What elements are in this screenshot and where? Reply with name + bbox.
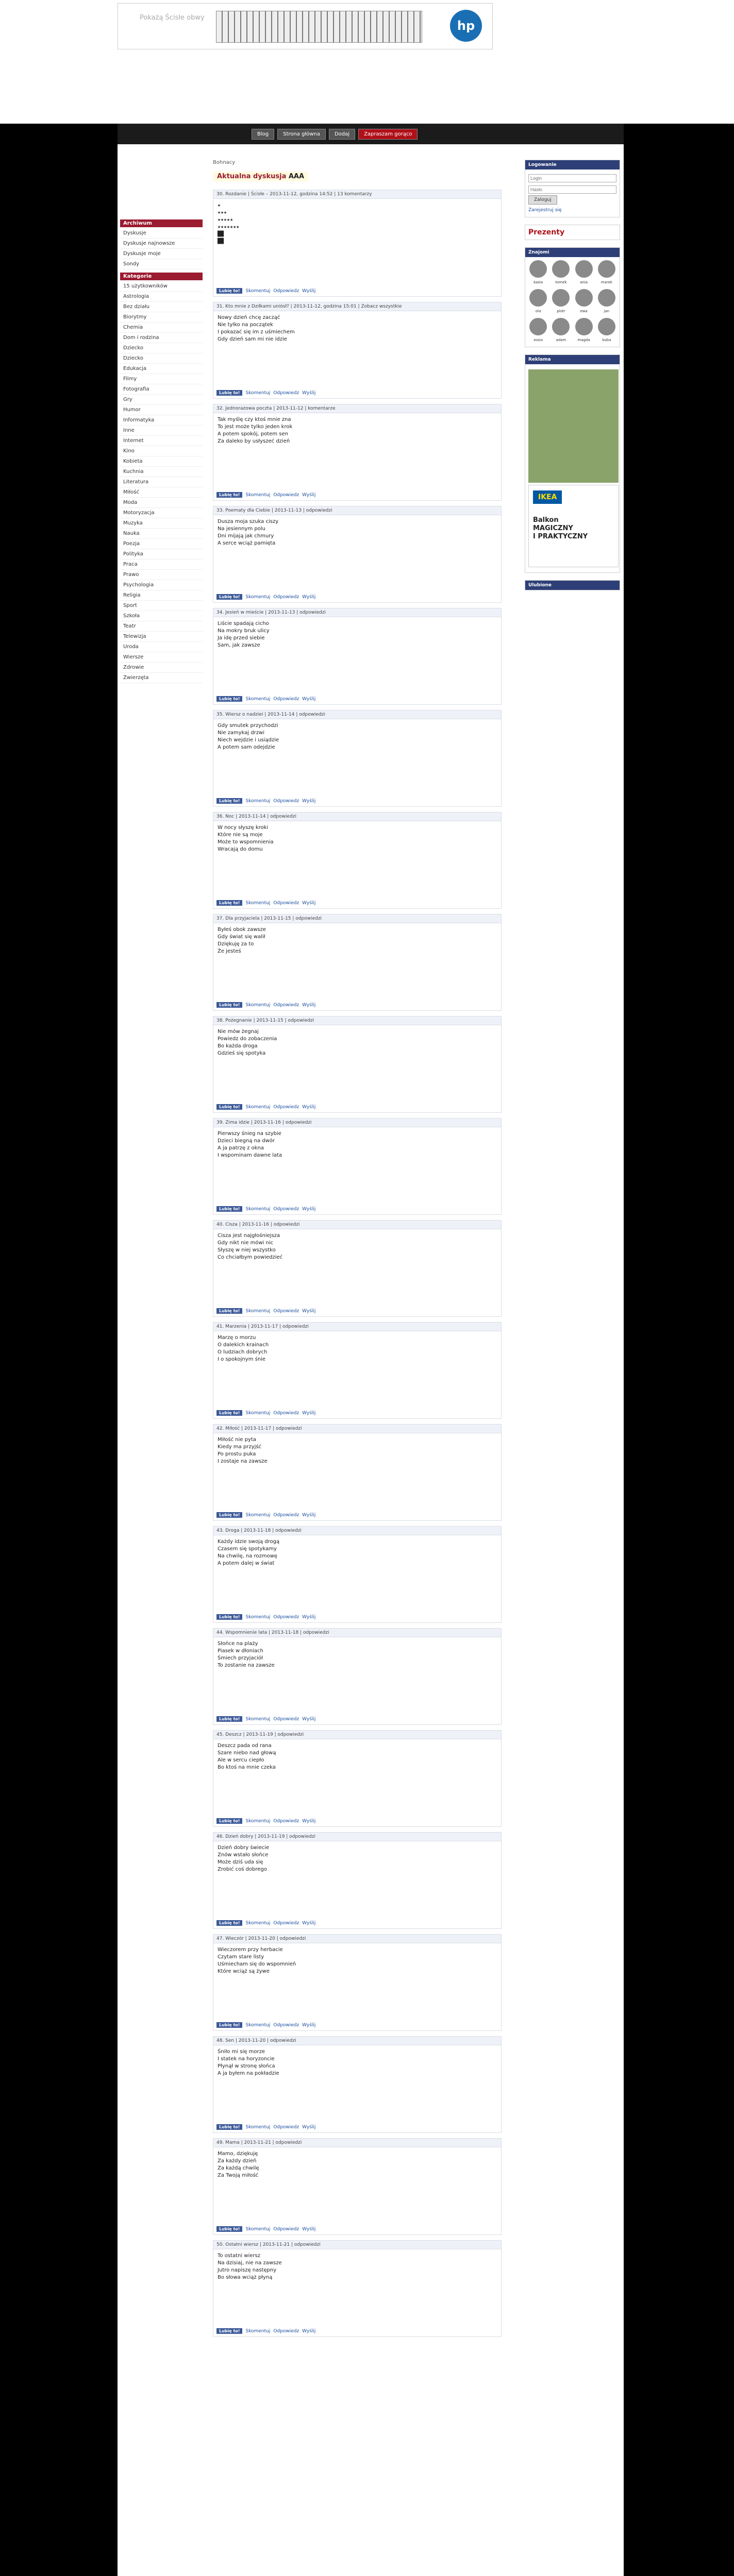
post-body: Każdy idzie swoją drogą Czasem się spotykamy Na chwilę, na rozmowę A potem dalej w świat — [218, 1539, 280, 1566]
post-meta: 41. Marzenia | 2013-11-17 | odpowiedzi — [213, 1323, 501, 1331]
avatar-image — [598, 289, 615, 307]
comment-link[interactable]: Skomentuj — [245, 798, 271, 804]
comment-link[interactable]: Skomentuj — [245, 1002, 271, 1008]
sidebar-section-title: Archiwum — [120, 219, 203, 227]
post-body: Liście spadają cicho Na mokry bruk ulicy Ja idę przed siebie Sam, jak zawsze — [218, 621, 270, 648]
friend-name: ewa — [580, 309, 588, 313]
avatar-image — [598, 318, 615, 335]
discussion-label: Aktualna dyskusja — [217, 173, 287, 180]
friend-avatar[interactable] — [551, 260, 571, 286]
comment-link[interactable]: Skomentuj — [245, 1104, 271, 1110]
page-body — [118, 144, 624, 2576]
page-header — [0, 0, 734, 124]
avatar-image — [552, 318, 570, 335]
reply-link[interactable]: Odpowiedz — [273, 2226, 299, 2232]
sidebar-item[interactable]: Telewizja — [120, 632, 203, 642]
like-button[interactable]: Lubię to! — [216, 594, 242, 600]
sidebar-item[interactable]: Praca — [120, 560, 203, 570]
sidebar-item[interactable]: Uroda — [120, 642, 203, 652]
sidebar-item[interactable]: Dziecko — [120, 343, 203, 353]
like-button[interactable]: Lubię to! — [216, 2124, 242, 2130]
gifts-link[interactable]: Prezenty — [528, 228, 565, 236]
sidebar-item[interactable]: Internet — [120, 436, 203, 446]
forum-post — [213, 1322, 502, 1419]
gifts-widget[interactable] — [525, 225, 620, 240]
post-meta: 33. Poematy dla Ciebie | 2013-11-13 | odpowiedzi — [213, 506, 501, 515]
like-button[interactable]: Lubię to! — [216, 1920, 242, 1926]
like-button[interactable]: Lubię to! — [216, 1410, 242, 1416]
post-meta: 37. Dla przyjaciela | 2013-11-15 | odpowiedzi — [213, 914, 501, 923]
post-actions — [213, 1715, 501, 1724]
avatar-image — [575, 318, 593, 335]
register-link[interactable]: Zarejestruj się — [528, 208, 562, 213]
favourites-widget — [525, 580, 620, 590]
post-meta: 39. Zima idzie | 2013-11-16 | odpowiedzi — [213, 1118, 501, 1127]
comment-link[interactable]: Skomentuj — [245, 1410, 271, 1416]
friends-widget — [525, 247, 620, 347]
share-link[interactable]: Wyślij — [302, 1614, 316, 1620]
post-meta: 31. Kto mnie z Dziłkami uniósł? | 2013-11-12, godzina 15:01 | Zobacz wszystkie — [213, 302, 501, 311]
friend-avatar[interactable] — [528, 318, 548, 344]
sidebar-item[interactable]: Miłość — [120, 487, 203, 498]
forum-post — [213, 404, 502, 501]
comment-link[interactable]: Skomentuj — [245, 2022, 271, 2028]
top-navigation — [118, 124, 624, 144]
post-body: Gdy smutek przychodzi Nie zamykaj drzwi Niech wejdzie i usiądzie A potem sam odejdzie — [218, 723, 279, 750]
sidebar-item[interactable]: 15 użytkowników — [120, 281, 203, 292]
friend-name: jan — [604, 309, 610, 313]
like-button[interactable]: Lubię to! — [216, 2226, 242, 2232]
nav-link[interactable]: Dodaj — [329, 129, 355, 140]
sidebar-item[interactable]: Psychologia — [120, 580, 203, 590]
like-button[interactable]: Lubię to! — [216, 1512, 242, 1518]
right-sidebar — [525, 160, 620, 1242]
sidebar-item[interactable]: Dyskusje moje — [120, 249, 203, 259]
ikea-logo: IKEA — [533, 490, 562, 504]
share-link[interactable]: Wyślij — [302, 492, 316, 498]
post-meta: 40. Cisza | 2013-11-16 | odpowiedzi — [213, 1221, 501, 1229]
share-link[interactable]: Wyślij — [302, 1308, 316, 1314]
like-button[interactable]: Lubię to! — [216, 390, 242, 396]
share-link[interactable]: Wyślij — [302, 2124, 316, 2130]
sidebar-item[interactable]: Polityka — [120, 549, 203, 560]
post-body: ★ ★★★ ★★★★★ ★★★★★★★ ██ ██ — [218, 202, 240, 244]
sidebar-item[interactable]: Chemia — [120, 323, 203, 333]
share-link[interactable]: Wyślij — [302, 1920, 316, 1926]
reply-link[interactable]: Odpowiedz — [273, 900, 299, 906]
post-body: W nocy słyszę kroki Które nie są moje Może to wspomnienia Wracają do domu — [218, 825, 274, 852]
login-button[interactable]: Zaloguj — [528, 195, 557, 205]
nav-link[interactable]: Blog — [252, 129, 274, 140]
post-actions — [213, 899, 501, 908]
share-link[interactable]: Wyślij — [302, 1512, 316, 1518]
post-actions — [213, 2225, 501, 2234]
friend-avatar[interactable] — [597, 260, 616, 286]
sidebar-item[interactable]: Muzyka — [120, 518, 203, 529]
post-body: To ostatni wiersz Na dzisiaj, nie na zawsze Jutro napiszę następny Bo słowa wciąż płyną — [218, 2253, 282, 2280]
comment-link[interactable]: Skomentuj — [245, 2226, 271, 2232]
like-button[interactable]: Lubię to! — [216, 1308, 242, 1314]
sidebar-item[interactable]: Nauka — [120, 529, 203, 539]
share-link[interactable]: Wyślij — [302, 2022, 316, 2028]
comment-link[interactable]: Skomentuj — [245, 1512, 271, 1518]
reply-link[interactable]: Odpowiedz — [273, 696, 299, 702]
friend-avatar[interactable] — [551, 289, 571, 315]
friends-title: Znajomi — [525, 248, 620, 257]
favourites-title: Ulubione — [525, 581, 620, 590]
reply-link[interactable]: Odpowiedz — [273, 1410, 299, 1416]
share-link[interactable]: Wyślij — [302, 900, 316, 906]
sidebar-item[interactable]: Poezja — [120, 539, 203, 549]
post-meta: 36. Noc | 2013-11-14 | odpowiedzi — [213, 812, 501, 821]
sidebar-item[interactable]: Bez działu — [120, 302, 203, 312]
sidebar-item[interactable]: Fotografia — [120, 384, 203, 395]
forum-post — [213, 1934, 502, 2031]
post-actions — [213, 796, 501, 806]
like-button[interactable]: Lubię to! — [216, 696, 242, 702]
ikea-ad-text — [533, 516, 588, 541]
forum-post — [213, 2240, 502, 2337]
post-body: Deszcz pada od rana Szare niebo nad głową Ale w sercu ciepło Bo ktoś na mnie czeka — [218, 1743, 276, 1770]
avatar-image — [529, 289, 547, 307]
sidebar-item[interactable]: Filmy — [120, 374, 203, 384]
post-meta: 44. Wspomnienie lata | 2013-11-18 | odpowiedzi — [213, 1629, 501, 1637]
friend-name: kuba — [602, 338, 611, 342]
sidebar-item[interactable]: Kobieta — [120, 456, 203, 467]
reply-link[interactable]: Odpowiedz — [273, 1308, 299, 1314]
post-actions — [213, 1613, 501, 1622]
post-body: Dusza moja szuka ciszy Na jesiennym polu Dni mijają jak chmury A serce wciąż pamięta — [218, 519, 279, 546]
reply-link[interactable]: Odpowiedz — [273, 288, 299, 294]
post-actions — [213, 1001, 501, 1010]
sidebar-item[interactable]: Biorytmy — [120, 312, 203, 323]
sidebar-item[interactable]: Teatr — [120, 621, 203, 632]
reply-link[interactable]: Odpowiedz — [273, 1818, 299, 1824]
discussion-user[interactable]: AAA — [288, 173, 305, 180]
friend-avatar[interactable] — [574, 318, 594, 344]
post-meta: 30. Rozdanie | Ścisłe – 2013-11-12, godzina 14:52 | 13 komentarzy — [213, 190, 501, 199]
comment-link[interactable]: Skomentuj — [245, 2328, 271, 2334]
post-actions — [213, 286, 501, 296]
share-link[interactable]: Wyślij — [302, 1818, 316, 1824]
sidebar-item[interactable]: Sport — [120, 601, 203, 611]
post-actions — [213, 1919, 501, 1928]
post-body: Mamo, dziękuję Za każdy dzień Za każdą chwilę Za Twoją miłość — [218, 2151, 259, 2178]
comment-link[interactable]: Skomentuj — [245, 696, 271, 702]
friend-avatar[interactable] — [528, 260, 548, 286]
sidebar-item[interactable]: Sondy — [120, 259, 203, 269]
comment-link[interactable]: Skomentuj — [245, 1614, 271, 1620]
share-link[interactable]: Wyślij — [302, 1716, 316, 1722]
friend-name: adam — [556, 338, 566, 342]
forum-post — [213, 2036, 502, 2133]
avatar-image — [552, 260, 570, 278]
ikea-line3: I PRAKTYCZNY — [533, 533, 588, 540]
reply-link[interactable]: Odpowiedz — [273, 1920, 299, 1926]
post-meta: 50. Ostatni wiersz | 2013-11-21 | odpowiedzi — [213, 2241, 501, 2249]
reply-link[interactable]: Odpowiedz — [273, 1512, 299, 1518]
friend-name: zosia — [533, 338, 543, 342]
avatar-image — [598, 260, 615, 278]
sidebar-section-title: Kategorie — [120, 273, 203, 280]
post-meta: 34. Jesień w mieście | 2013-11-13 | odpowiedzi — [213, 608, 501, 617]
sidebar-item[interactable]: Prawo — [120, 570, 203, 580]
login-title: Logowanie — [525, 160, 620, 170]
post-meta: 32. Jednorazowa poczta | 2013-11-12 | komentarze — [213, 404, 501, 413]
forum-post — [213, 608, 502, 705]
reply-link[interactable]: Odpowiedz — [273, 1104, 299, 1110]
sidebar-item[interactable]: Humor — [120, 405, 203, 415]
sidebar-item[interactable]: Informatyka — [120, 415, 203, 426]
ad-title: Reklama — [525, 355, 620, 364]
reply-link[interactable]: Odpowiedz — [273, 2124, 299, 2130]
share-link[interactable]: Wyślij — [302, 1002, 316, 1008]
like-button[interactable]: Lubię to! — [216, 1002, 242, 1008]
banner-keyboard-image — [216, 11, 422, 43]
comment-link[interactable]: Skomentuj — [245, 1818, 271, 1824]
sidebar-item[interactable]: Edukacja — [120, 364, 203, 374]
nav-link[interactable]: Zapraszam gorąco — [358, 129, 418, 140]
post-actions — [213, 694, 501, 704]
forum-post — [213, 1220, 502, 1317]
post-actions — [213, 1205, 501, 1214]
reply-link[interactable]: Odpowiedz — [273, 1002, 299, 1008]
forum-post — [213, 914, 502, 1011]
breadcrumb: Bohnacy — [213, 160, 236, 165]
sidebar-item[interactable]: Motoryzacja — [120, 508, 203, 518]
share-link[interactable]: Wyślij — [302, 1206, 316, 1212]
post-body: Byłeś obok zawsze Gdy świat się walił Dziękuję za to Że jesteś — [218, 927, 266, 954]
comment-link[interactable]: Skomentuj — [245, 390, 271, 396]
post-actions — [213, 2123, 501, 2132]
nav-link[interactable]: Strona główna — [277, 129, 326, 140]
comment-link[interactable]: Skomentuj — [245, 1716, 271, 1722]
friend-avatar[interactable] — [574, 289, 594, 315]
forum-post — [213, 1424, 502, 1521]
share-link[interactable]: Wyślij — [302, 594, 316, 600]
post-body: Pierwszy śnieg na szybie Dzieci biegną na dwór A ja patrzę z okna I wspominam dawne lata — [218, 1131, 282, 1158]
reply-link[interactable]: Odpowiedz — [273, 492, 299, 498]
friend-name: tomek — [555, 280, 567, 284]
friend-name: marek — [600, 280, 612, 284]
avatar-image — [529, 318, 547, 335]
post-body: Wieczorem przy herbacie Czytam stare listy Uśmiecham się do wspomnień Które wciąż są żywe — [218, 1947, 296, 1974]
post-body: Dzień dobry świecie Znów wstało słońce Może dziś uda się Zrobić coś dobrego — [218, 1845, 270, 1872]
sidebar-item[interactable]: Dyskusje — [120, 228, 203, 239]
post-actions — [213, 1817, 501, 1826]
forum-post — [213, 1016, 502, 1113]
comment-link[interactable]: Skomentuj — [245, 1308, 271, 1314]
post-body: Tak myślę czy ktoś mnie zna To jest może tylko jeden krok A potem spokój, potem sen Za daleko by usłyszeć dzień — [218, 417, 293, 444]
sidebar-item[interactable]: Dziecko — [120, 353, 203, 364]
sidebar-item[interactable]: Dyskusje najnowsze — [120, 239, 203, 249]
friend-name: magda — [577, 338, 590, 342]
friend-avatar[interactable] — [597, 289, 616, 315]
post-meta: 46. Dzień dobry | 2013-11-19 | odpowiedzi — [213, 1833, 501, 1841]
discussion-title — [213, 172, 308, 181]
friend-avatar[interactable] — [574, 260, 594, 286]
comment-link[interactable]: Skomentuj — [245, 594, 271, 600]
sidebar-item[interactable]: Kino — [120, 446, 203, 456]
forum-post — [213, 506, 502, 603]
like-button[interactable]: Lubię to! — [216, 1716, 242, 1722]
ikea-line2: MAGICZNY — [533, 524, 573, 532]
post-body: Słońce na plaży Piasek w dłoniach Śmiech przyjaciół To zostanie na zawsze — [218, 1641, 275, 1668]
sidebar-item[interactable]: Szkoła — [120, 611, 203, 621]
avatar-image — [575, 260, 593, 278]
comment-link[interactable]: Skomentuj — [245, 2124, 271, 2130]
login-widget — [525, 160, 620, 217]
avatar-image — [552, 289, 570, 307]
reply-link[interactable]: Odpowiedz — [273, 2022, 299, 2028]
ikea-ad[interactable] — [528, 485, 619, 567]
like-button[interactable]: Lubię to! — [216, 1206, 242, 1212]
forum-post — [213, 1628, 502, 1725]
post-meta: 35. Wiersz o nadziei | 2013-11-14 | odpowiedzi — [213, 710, 501, 719]
ikea-line1: Balkon — [533, 516, 559, 524]
friend-name: kasia — [533, 280, 543, 284]
friend-avatar[interactable] — [551, 318, 571, 344]
post-meta: 45. Deszcz | 2013-11-19 | odpowiedzi — [213, 1731, 501, 1739]
like-button[interactable]: Lubię to! — [216, 288, 242, 294]
forum-post — [213, 1118, 502, 1215]
reply-link[interactable]: Odpowiedz — [273, 390, 299, 396]
share-link[interactable]: Wyślij — [302, 1410, 316, 1416]
post-actions — [213, 1103, 501, 1112]
avatar-image — [575, 289, 593, 307]
forum-post — [213, 812, 502, 909]
ad-image-garden[interactable] — [528, 369, 619, 483]
post-actions — [213, 490, 501, 500]
share-link[interactable]: Wyślij — [302, 2328, 316, 2334]
post-meta: 48. Sen | 2013-11-20 | odpowiedzi — [213, 2037, 501, 2045]
friend-name: piotr — [557, 309, 565, 313]
post-meta: 43. Droga | 2013-11-18 | odpowiedzi — [213, 1527, 501, 1535]
reply-link[interactable]: Odpowiedz — [273, 1614, 299, 1620]
reply-link[interactable]: Odpowiedz — [273, 1206, 299, 1212]
avatar-image — [529, 260, 547, 278]
sidebar-item[interactable]: Astrologia — [120, 292, 203, 302]
forum-post — [213, 302, 502, 399]
post-body: Śniło mi się morze I statek na horyzoncie Płynął w stronę słońca A ja byłem na pokładzie — [218, 2049, 279, 2076]
like-button[interactable]: Lubię to! — [216, 798, 242, 804]
sidebar-item[interactable]: Moda — [120, 498, 203, 508]
login-username-input[interactable] — [528, 174, 616, 182]
like-button[interactable]: Lubię to! — [216, 1818, 242, 1824]
share-link[interactable]: Wyślij — [302, 696, 316, 702]
share-link[interactable]: Wyślij — [302, 390, 316, 396]
post-body: Nie mów żegnaj Powiedz do zobaczenia Bo każda droga Gdzieś się spotyka — [218, 1029, 277, 1056]
friend-avatar[interactable] — [528, 289, 548, 315]
like-button[interactable]: Lubię to! — [216, 900, 242, 906]
sidebar-item[interactable]: Literatura — [120, 477, 203, 487]
ad-banner[interactable] — [118, 3, 493, 49]
post-body: Marzę o morzu O dalekich krainach O ludziach dobrych I o spokojnym śnie — [218, 1335, 269, 1362]
like-button[interactable]: Lubię to! — [216, 492, 242, 498]
reply-link[interactable]: Odpowiedz — [273, 1716, 299, 1722]
post-meta: 47. Wieczór | 2013-11-20 | odpowiedzi — [213, 1935, 501, 1943]
post-meta: 38. Pożegnanie | 2013-11-15 | odpowiedzi — [213, 1016, 501, 1025]
forum-post — [213, 1832, 502, 1929]
comment-link[interactable]: Skomentuj — [245, 1920, 271, 1926]
post-meta: 42. Miłość | 2013-11-17 | odpowiedzi — [213, 1425, 501, 1433]
like-button[interactable]: Lubię to! — [216, 1104, 242, 1110]
post-actions — [213, 1409, 501, 1418]
post-meta: 49. Mama | 2013-11-21 | odpowiedzi — [213, 2139, 501, 2147]
friend-avatar[interactable] — [597, 318, 616, 344]
forum-post — [213, 1526, 502, 1623]
share-link[interactable]: Wyślij — [302, 288, 316, 294]
share-link[interactable]: Wyślij — [302, 798, 316, 804]
comment-link[interactable]: Skomentuj — [245, 288, 271, 294]
comment-link[interactable]: Skomentuj — [245, 900, 271, 906]
sidebar-item[interactable]: Zwierzęta — [120, 673, 203, 683]
post-actions — [213, 388, 501, 398]
sidebar-item[interactable]: Religia — [120, 590, 203, 601]
post-actions — [213, 1511, 501, 1520]
forum-post — [213, 1730, 502, 1827]
reply-link[interactable]: Odpowiedz — [273, 798, 299, 804]
comment-link[interactable]: Skomentuj — [245, 1206, 271, 1212]
post-list — [213, 190, 502, 2337]
reply-link[interactable]: Odpowiedz — [273, 2328, 299, 2334]
friend-name: ania — [580, 280, 588, 284]
sidebar-item[interactable]: Zdrowie — [120, 663, 203, 673]
ad-widget — [525, 354, 620, 573]
sidebar-item[interactable]: Inne — [120, 426, 203, 436]
friend-name: ola — [535, 309, 541, 313]
post-actions — [213, 2021, 501, 2030]
sidebar-item[interactable]: Wiersze — [120, 652, 203, 663]
post-actions — [213, 592, 501, 602]
like-button[interactable]: Lubię to! — [216, 1614, 242, 1620]
post-body: Nowy dzień chcę zacząć Nie tylko na początek I pokazać się im z uśmiechem Gdy dzień sam mi nie idzie — [218, 315, 295, 342]
banner-text: Pokażą Ścisłe obwy — [140, 14, 205, 22]
post-actions — [213, 1307, 501, 1316]
like-button[interactable]: Lubię to! — [216, 2328, 242, 2334]
share-link[interactable]: Wyślij — [302, 1104, 316, 1110]
comment-link[interactable]: Skomentuj — [245, 492, 271, 498]
forum-post — [213, 710, 502, 807]
forum-post — [213, 190, 502, 297]
forum-post — [213, 2138, 502, 2235]
like-button[interactable]: Lubię to! — [216, 2022, 242, 2028]
left-sidebar — [120, 216, 203, 2576]
main-content — [213, 160, 502, 2576]
reply-link[interactable]: Odpowiedz — [273, 594, 299, 600]
share-link[interactable]: Wyślij — [302, 2226, 316, 2232]
login-password-input[interactable] — [528, 185, 616, 194]
post-actions — [213, 2327, 501, 2336]
post-body: Miłość nie pyta Kiedy ma przyjść Po prostu puka I zostaje na zawsze — [218, 1437, 268, 1464]
hp-logo: hp — [450, 10, 482, 42]
sidebar-item[interactable]: Dom i rodzina — [120, 333, 203, 343]
sidebar-item[interactable]: Kuchnia — [120, 467, 203, 477]
sidebar-item[interactable]: Gry — [120, 395, 203, 405]
post-body: Cisza jest najgłośniejsza Gdy nikt nie mówi nic Słyszę w niej wszystko Co chciałbym powiedzieć — [218, 1233, 283, 1260]
